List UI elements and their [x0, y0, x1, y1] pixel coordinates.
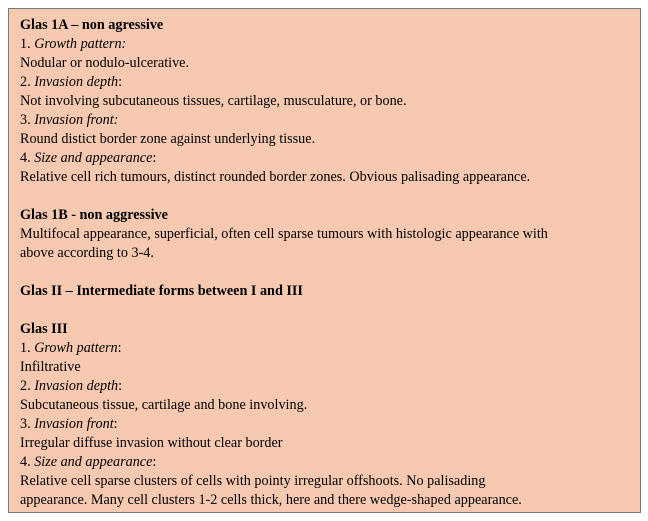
glas-3-item-4-text-line-2: appearance. Many cell clusters 1-2 cells thick, here and there wedge-shaped appearance. — [20, 492, 522, 508]
glas-1a-item-2-text: Not involving subcutaneous tissues, cartilage, musculature, or bone. — [20, 93, 407, 109]
spacer — [20, 187, 629, 206]
glas-3-heading: Glas III — [20, 321, 68, 337]
glas-3-item-1-label-line — [20, 339, 629, 358]
glas-1b-text-line-2: above according to 3-4. — [20, 245, 154, 261]
glas-3-item-2-label-line — [20, 377, 629, 396]
item-label: Invasion front — [34, 416, 114, 432]
glas-1a-heading: Glas 1A – non agressive — [20, 17, 164, 33]
item-label: Growth pattern: — [34, 36, 127, 52]
glas-1b-text-line-1: Multifocal appearance, superficial, often cell sparse tumours with histologic appearance with — [20, 226, 548, 242]
item-number: 4. — [20, 150, 35, 166]
glas-3-item-4-label-line — [20, 453, 629, 472]
item-suffix: : — [117, 340, 122, 356]
spacer — [20, 301, 629, 320]
spacer — [20, 263, 629, 282]
glas-3-item-2-text: Subcutaneous tissue, cartilage and bone involving. — [20, 397, 308, 413]
glas-1a-item-1-text: Nodular or nodulo-ulcerative. — [20, 55, 190, 71]
item-label: Invasion depth — [34, 378, 119, 394]
item-number: 2. — [20, 378, 35, 394]
glas-1a-item-3-label-line — [20, 111, 629, 130]
glas-3-item-3-label-line — [20, 415, 629, 434]
glas-3-item-1-text: Infiltrative — [20, 359, 81, 375]
glas-1a-item-4-label-line — [20, 149, 629, 168]
classification-text-box — [8, 8, 641, 513]
glas-1a-item-3-text: Round distict border zone against underlying tissue. — [20, 131, 316, 147]
item-suffix: : — [118, 74, 123, 90]
item-number: 1. — [20, 340, 35, 356]
glas-3-item-4-text-line-1: Relative cell sparse clusters of cells with pointy irregular offshoots. No palisading — [20, 473, 486, 489]
glas-1b-heading: Glas 1B - non aggressive — [20, 207, 168, 223]
item-label: Invasion depth — [34, 74, 119, 90]
item-number: 3. — [20, 416, 35, 432]
item-label: Growh pattern — [34, 340, 118, 356]
item-label: Size and appearance — [34, 454, 153, 470]
item-label: Size and appearance — [34, 150, 153, 166]
item-number: 4. — [20, 454, 35, 470]
item-suffix: : — [113, 416, 118, 432]
glas-1a-item-2-label-line — [20, 73, 629, 92]
glas-2-heading: Glas II – Intermediate forms between I and III — [20, 283, 303, 299]
glas-1a-item-1-label-line — [20, 35, 629, 54]
item-suffix: : — [152, 150, 157, 166]
item-number: 1. — [20, 36, 35, 52]
glas-3-item-3-text: Irregular diffuse invasion without clear border — [20, 435, 283, 451]
item-label: Invasion front: — [34, 112, 119, 128]
item-number: 3. — [20, 112, 35, 128]
item-number: 2. — [20, 74, 35, 90]
item-suffix: : — [152, 454, 157, 470]
item-suffix: : — [118, 378, 123, 394]
glas-1a-item-4-text: Relative cell rich tumours, distinct rounded border zones. Obvious palisading appearance. — [20, 169, 531, 185]
